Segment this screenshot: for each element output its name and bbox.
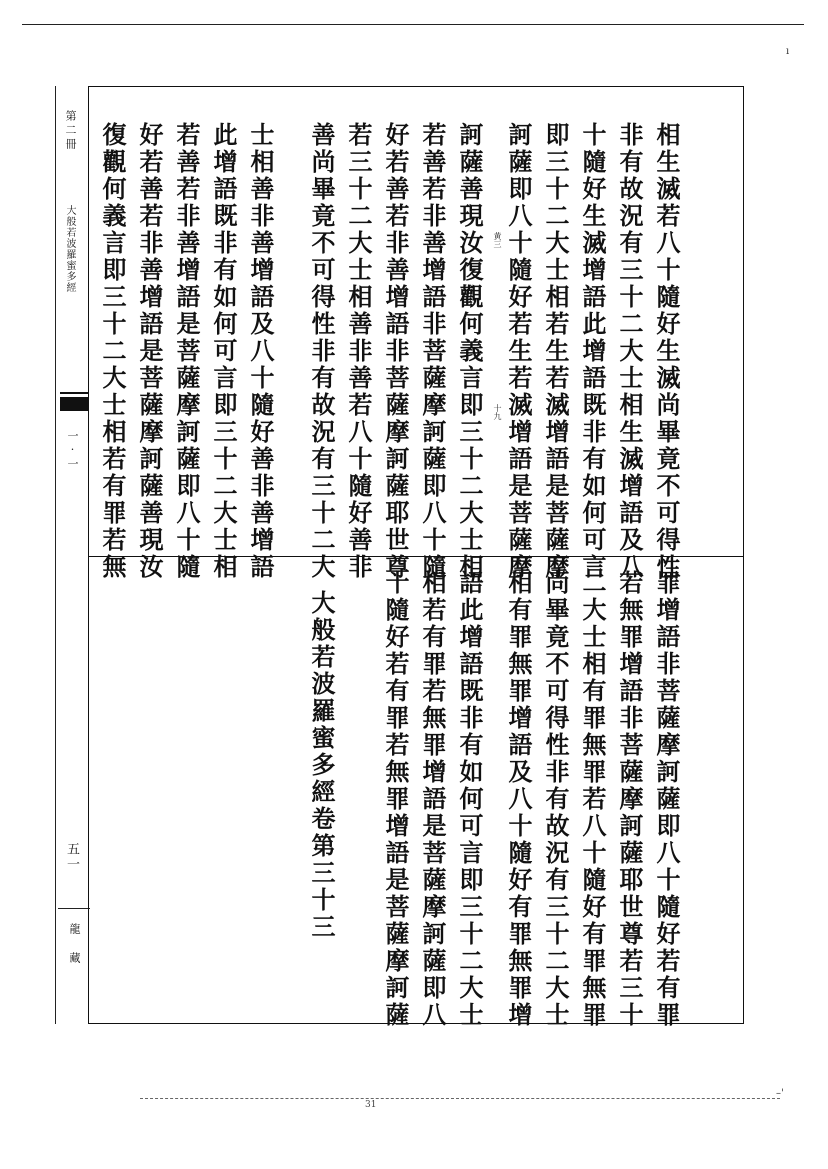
margin-bar (60, 397, 88, 411)
corner-mark: ı (786, 46, 790, 57)
text-column: 十隨好生滅增語此增語既非有如何可言 (578, 122, 607, 581)
text-column: 十隨好若有罪若無罪增語是菩薩摩訶薩 (381, 570, 410, 1029)
text-column: 若三十二大士相善非善若八十隨好善非 (344, 122, 373, 581)
publisher-box (58, 908, 90, 1019)
text-column: 若善若非善增語非菩薩摩訶薩即八十隨 (418, 122, 447, 581)
text-column: 即三十二大士相若生若滅增語是菩薩摩 (541, 122, 570, 581)
text-column: 此增語既非有如何可言即三十二大士相 (209, 122, 238, 581)
text-column: 善尚畢竟不可得性非有故況有三十二大 (307, 122, 336, 581)
publisher-label: 龍藏 (68, 923, 81, 981)
text-column: 罪增語非菩薩摩訶薩即八十隨好若有罪 (652, 570, 681, 1029)
annotation-mark: 黄三 (493, 232, 502, 248)
text-column: 相生滅若八十隨好生滅尚畢竟不可得性 (652, 122, 681, 581)
section-number: 一·一 (66, 430, 79, 471)
corner-mark-bottom: –' (776, 1088, 784, 1099)
text-column: 若善若非善增語是菩薩摩訶薩即八十隨 (172, 122, 201, 581)
margin-bar-thin (60, 392, 88, 394)
bottom-number: 31 (365, 1100, 377, 1110)
annotation-mark: 十九 (493, 404, 502, 420)
margin-rule (55, 86, 56, 1024)
top-rule (22, 24, 804, 25)
volume-label: 第二冊 (64, 110, 77, 152)
text-column: 訶薩即八十隨好若生若滅增語是菩薩摩 (504, 122, 533, 581)
text-column: 復觀何義言即三十二大士相若有罪若無 (98, 122, 127, 581)
text-column: 士相善非善增語及八十隨好善非善增語 (246, 122, 275, 581)
text-column: 二大士相有罪無罪若八十隨好有罪無罪 (578, 570, 607, 1029)
text-column: 語此增語既非有如何可言即三十二大士 (455, 570, 484, 1029)
sutra-closing-title: 大般若波羅蜜多經卷第三十三 (307, 590, 336, 941)
text-column: 非有故況有三十二大士相生滅增語及八 (615, 122, 644, 581)
text-column: 好若善若非善增語是菩薩摩訶薩善現汝 (135, 122, 164, 581)
text-column: 尚畢竟不可得性非有故況有三十二大士 (541, 570, 570, 1029)
text-column: 相若有罪若無罪增語是菩薩摩訶薩即八 (418, 570, 447, 1029)
text-column: 好若善若非善增語非菩薩摩訶薩耶世尊 (381, 122, 410, 581)
text-column: 若無罪增語非菩薩摩訶薩耶世尊若三十 (615, 570, 644, 1029)
bottom-rule (140, 1098, 780, 1099)
page-number: 五一 (64, 842, 79, 872)
text-column: 訶薩善現汝復觀何義言即三十二大士相 (455, 122, 484, 581)
sutra-title-margin: 大般若波羅蜜多經 (64, 205, 75, 293)
text-column: 相有罪無罪增語及八十隨好有罪無罪增 (504, 570, 533, 1029)
